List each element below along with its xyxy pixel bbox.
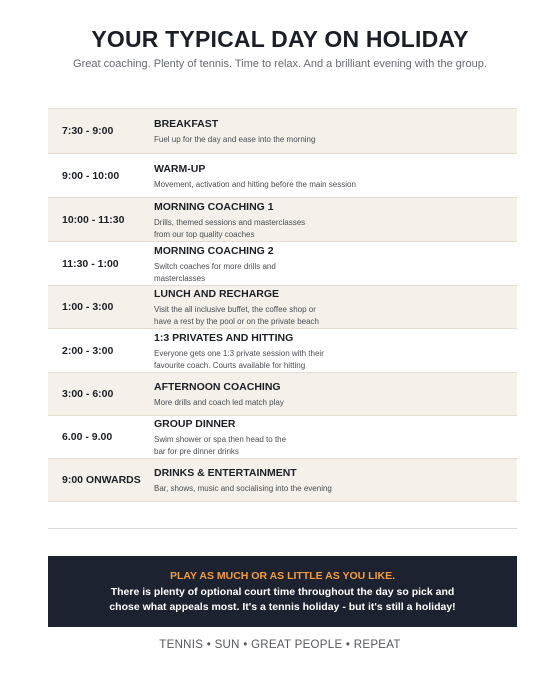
schedule-description: Drills, themed sessions and masterclasses from our top quality coaches [154,217,306,239]
schedule-time: 1:00 - 3:00 [62,301,114,313]
schedule-time: 3:00 - 6:00 [62,388,114,400]
schedule-info [154,286,517,328]
schedule-row [48,329,517,373]
schedule-row [48,154,517,198]
schedule-table [48,108,517,502]
schedule-time: 2:00 - 3:00 [62,344,114,357]
info-banner [48,556,517,627]
schedule-activity: 1:3 PRIVATES AND HITTING [154,331,294,344]
schedule-activity: MORNING COACHING 1 [154,200,274,213]
schedule-info [154,116,517,146]
footer-tagline: TENNIS • SUN • GREAT PEOPLE • REPEAT [159,639,401,651]
schedule-activity: BREAKFAST [154,118,219,130]
schedule-activity: MORNING COACHING 2 [154,244,274,257]
schedule-time: 9:00 ONWARDS [62,474,141,486]
banner-body: There is plenty of optional court time throughout the day so pick and chose what appeals most. It's a tennis holiday - but it's still a holiday! [109,586,456,613]
schedule-activity: AFTERNOON COACHING [154,381,281,393]
schedule-description: Fuel up for the day and ease into the morning [154,135,316,144]
schedule-info [154,379,517,409]
schedule-activity: WARM-UP [154,162,206,175]
schedule-info [154,199,517,241]
section-divider [48,528,517,529]
banner-headline: PLAY AS MUCH OR AS LITTLE AS YOU LIKE. [170,570,395,582]
page-title: YOUR TYPICAL DAY ON HOLIDAY [91,26,469,52]
schedule-row [48,416,517,459]
schedule-description: More drills and coach led match play [154,398,284,407]
schedule-description: Movement, activation and hitting before the main session [154,179,356,189]
schedule-activity: LUNCH AND RECHARGE [154,288,280,300]
schedule-info [154,161,517,191]
schedule-time: 10:00 - 11:30 [62,213,125,226]
schedule-row [48,459,517,502]
schedule-info [154,243,517,285]
schedule-description: Everyone gets one 1:3 private session with their favourite coach. Courts available for hitting [154,348,324,370]
schedule-row [48,198,517,242]
schedule-time: 7:30 - 9:00 [62,125,114,137]
schedule-info [154,416,517,458]
schedule-info [154,330,517,372]
schedule-time: 6.00 - 9.00 [62,431,113,443]
schedule-row [48,286,517,329]
schedule-activity: GROUP DINNER [154,418,236,430]
schedule-row [48,109,517,154]
schedule-description: Swim shower or spa then head to the bar for pre dinner drinks [154,435,287,456]
page-subtitle: Great coaching. Plenty of tennis. Time to relax. And a brilliant evening with the group. [73,58,487,70]
schedule-description: Bar, shows, music and socialising into the evening [154,484,332,493]
schedule-row [48,242,517,286]
schedule-activity: DRINKS & ENTERTAINMENT [154,467,297,479]
schedule-info [154,465,517,495]
schedule-row [48,373,517,416]
schedule-time: 9:00 - 10:00 [62,169,120,182]
schedule-time: 11:30 - 1:00 [62,257,119,270]
schedule-description: Switch coaches for more drills and masterclasses [154,261,276,283]
schedule-description: Visit the all inclusive buffet, the coffee shop or have a rest by the pool or on the private beach [154,305,319,326]
